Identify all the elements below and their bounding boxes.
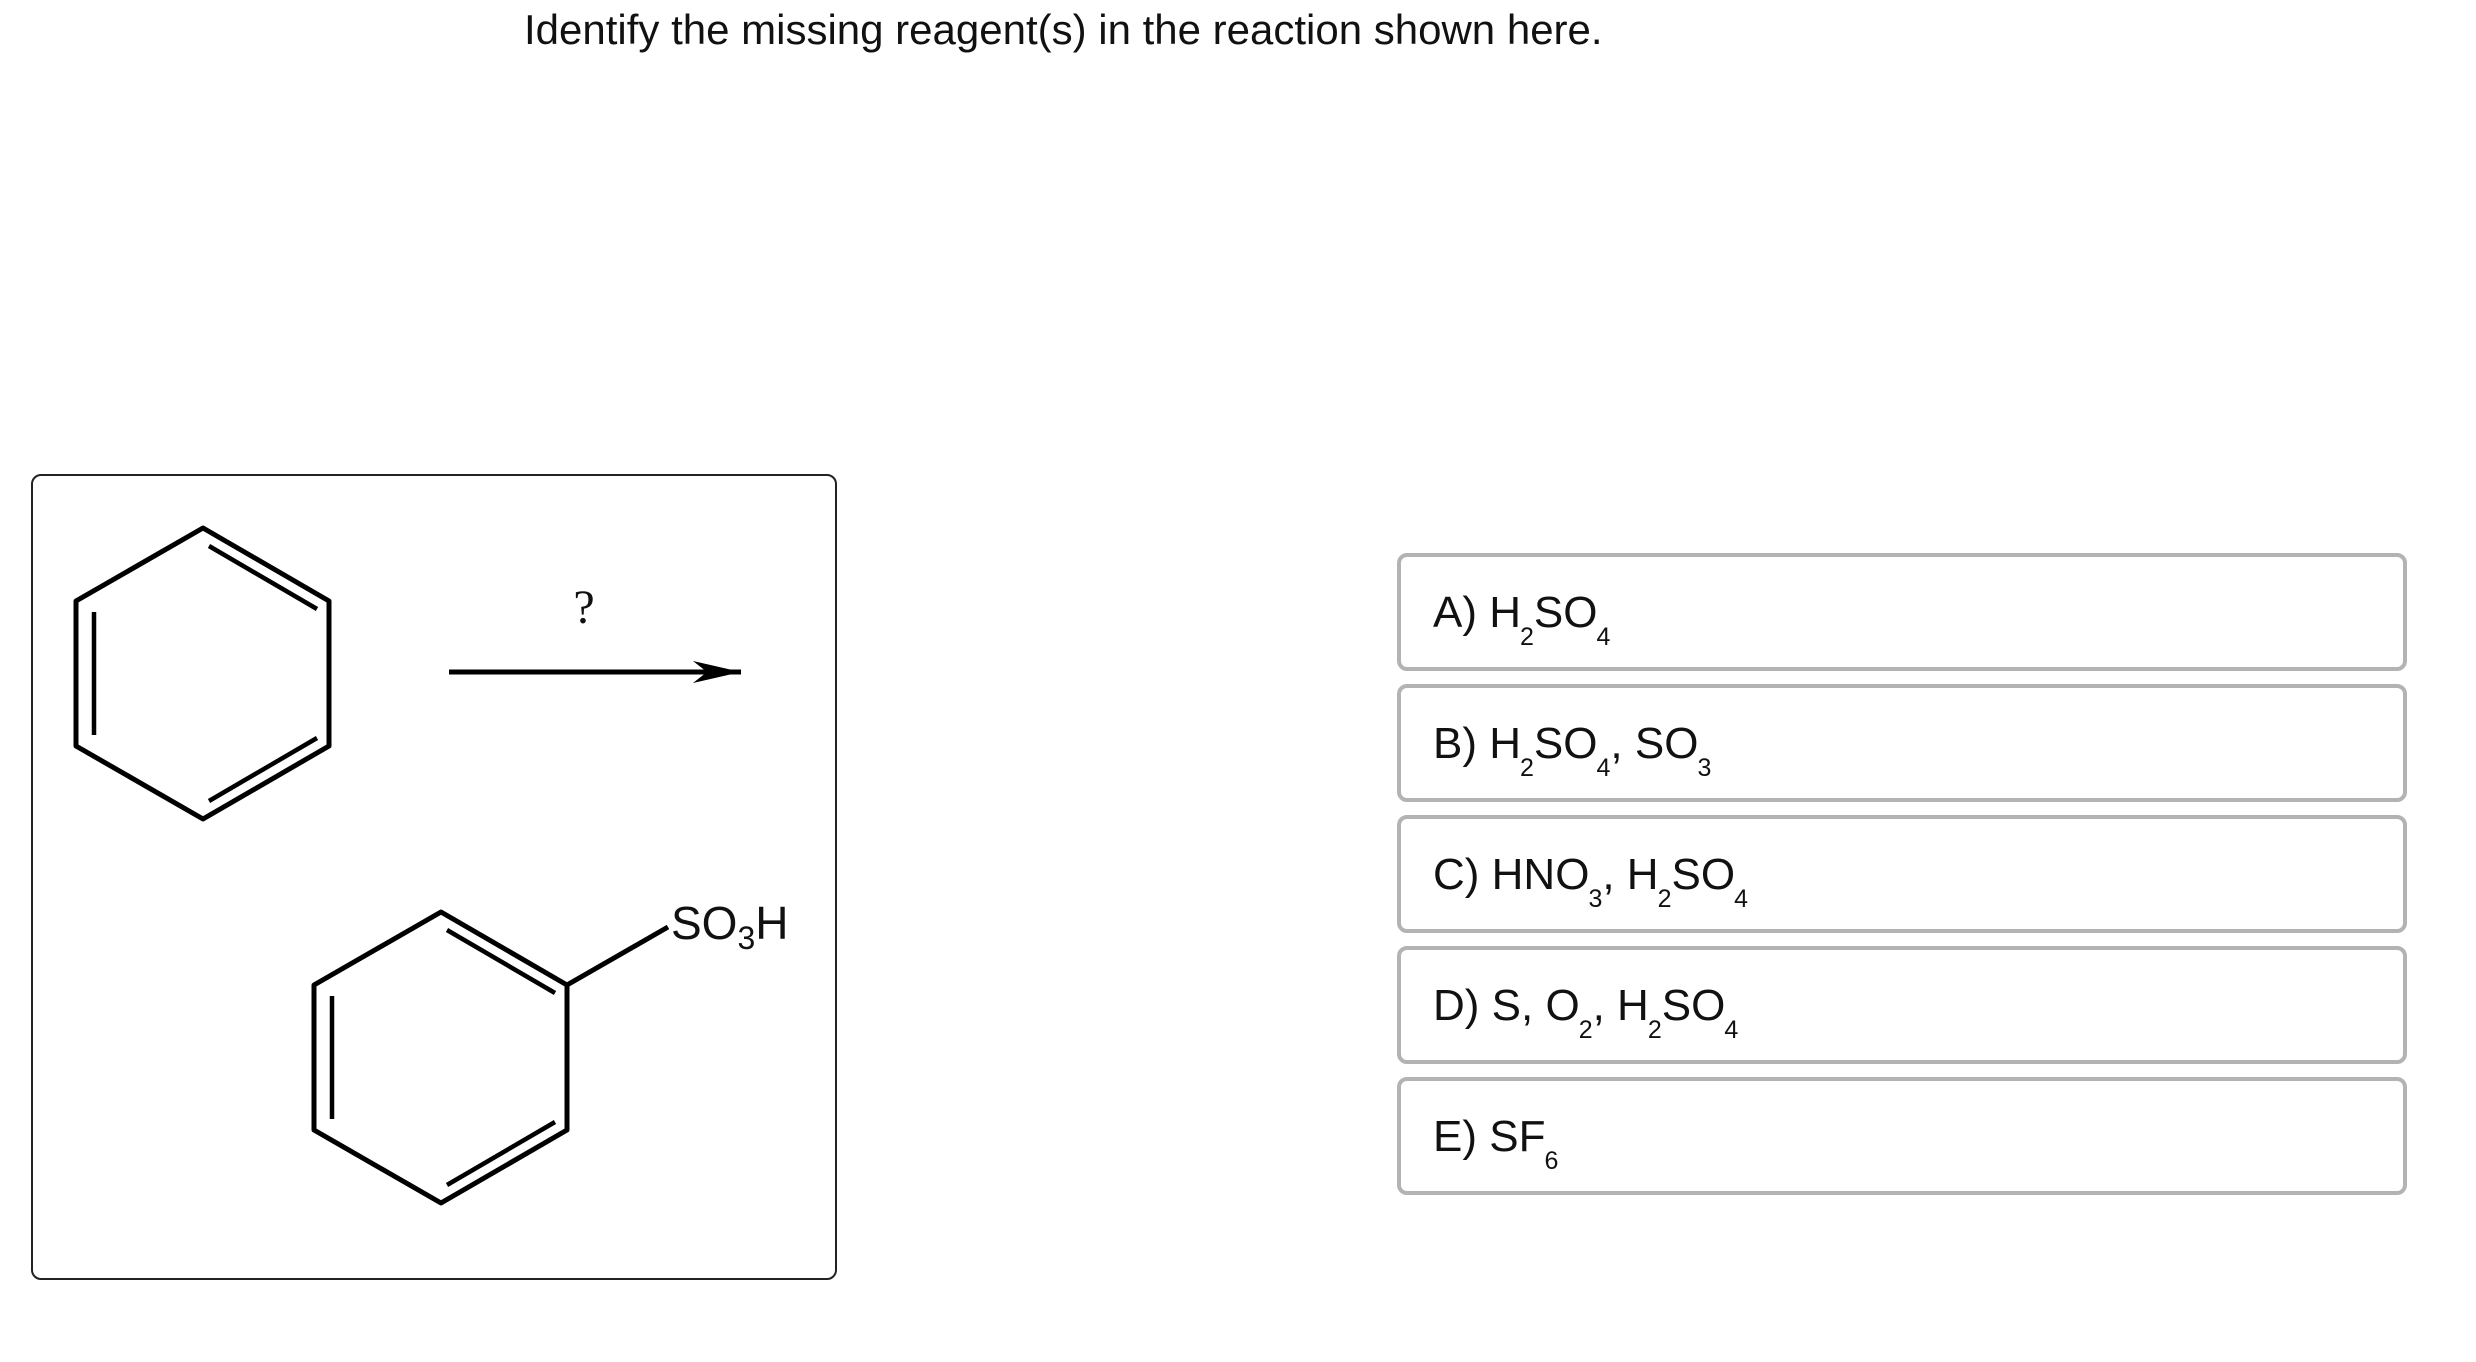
option-b-label [1433,718,1712,782]
option-b[interactable] [1397,684,2407,802]
option-a-label [1433,587,1611,651]
so3h-group-label: $SO_3H$ [671,897,789,956]
formula-subscript: 2 [1657,885,1672,913]
formula-subscript: 2 [1520,754,1534,782]
reaction-arrow [449,661,741,683]
formula-subscript: 4 [1596,623,1611,651]
formula-text: SF [1489,1112,1546,1161]
benzene-reactant [76,528,329,819]
formula-subscript: 4 [1724,1016,1739,1044]
benzenesulfonic-acid-product [314,912,668,1203]
missing-reagent-placeholder: ? [573,581,595,634]
option-letter: B) [1433,719,1490,768]
question-text: Identify the missing reagent(s) in the reaction shown here. [524,6,1603,53]
formula-text: H [1489,588,1522,637]
option-e[interactable] [1397,1077,2407,1195]
option-d-label [1433,980,1739,1044]
answer-options [1397,553,2407,1208]
reaction-drawing [33,476,839,1282]
formula-text: , H [1592,981,1649,1030]
option-letter: C) [1433,850,1492,899]
option-c-label [1433,849,1748,913]
formula-text: SO [1533,719,1598,768]
option-d[interactable] [1397,946,2407,1064]
formula-subscript: 6 [1544,1147,1559,1175]
formula-subscript: 4 [1734,885,1748,913]
formula-subscript: 4 [1596,754,1611,782]
formula-text: S, O [1491,981,1580,1030]
option-e-label [1433,1111,1559,1175]
formula-text: H [1489,719,1522,768]
formula-text: , H [1602,850,1659,899]
option-c[interactable] [1397,815,2407,933]
formula-subscript: 3 [1588,885,1603,913]
option-letter: D) [1433,981,1492,1030]
option-letter: E) [1433,1112,1490,1161]
formula-subscript: 2 [1647,1016,1662,1044]
formula-subscript: 2 [1578,1016,1593,1044]
formula-text: SO [1533,588,1598,637]
reaction-scheme [31,474,837,1280]
formula-text: , SO [1610,719,1699,768]
option-letter: A) [1433,588,1490,637]
option-a[interactable] [1397,553,2407,671]
formula-subscript: 3 [1697,754,1712,782]
formula-text: SO [1671,850,1736,899]
formula-subscript: 2 [1520,623,1534,651]
formula-text: SO [1661,981,1726,1030]
c-s-bond [567,927,668,985]
formula-text: HNO [1491,850,1590,899]
